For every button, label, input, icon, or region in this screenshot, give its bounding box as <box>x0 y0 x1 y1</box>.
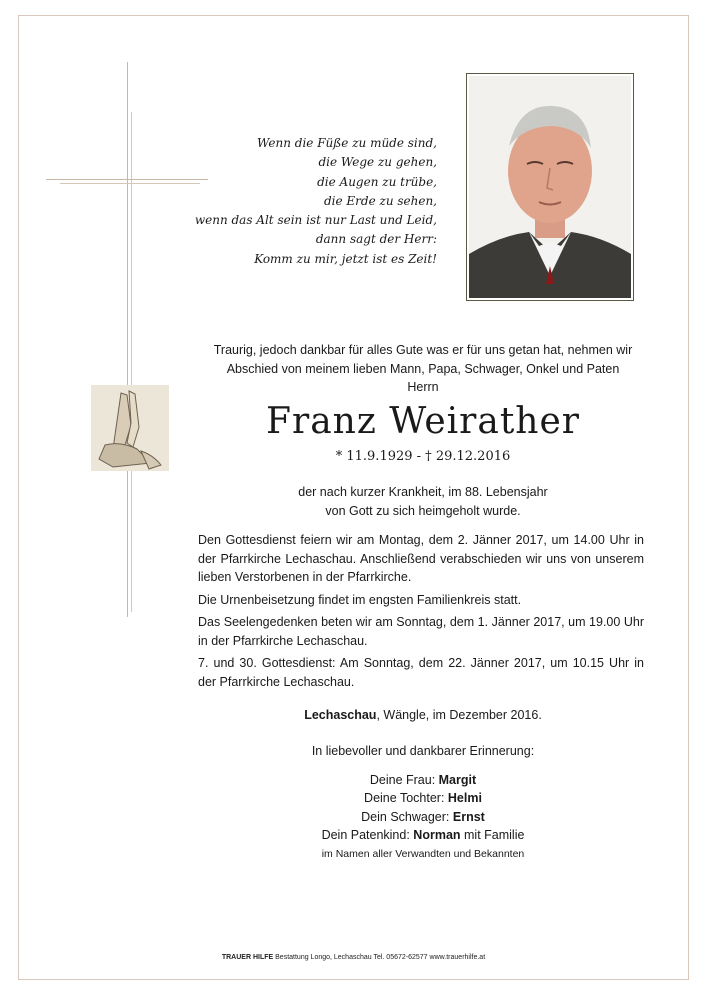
mourner-relation: Dein Schwager: <box>361 809 453 824</box>
poem <box>195 134 437 269</box>
deceased-name: Franz Weirather <box>266 401 580 442</box>
mourners-list <box>188 742 658 863</box>
mourner-relation: Deine Tochter: <box>364 791 448 805</box>
memory-heading: In liebevoller und dankbarer Erinnerung: <box>311 744 535 758</box>
mourner-name: Helmi <box>447 791 482 805</box>
service-paragraph: Das Seelengedenken beten wir am Sonntag, dem 1. Jänner 2017, um 19.00 Uhr in der Pfarrkirche Lechaschau. <box>198 615 644 648</box>
cross-vertical-line <box>127 62 128 617</box>
service-paragraph: Die Urnenbeisetzung findet im engsten Familienkreis statt. <box>198 592 522 607</box>
poem-line: Wenn die Füße zu müde sind, <box>257 136 437 150</box>
memory-closing: im Namen aller Verwandten und Bekannten <box>321 847 525 860</box>
cross-horizontal-line <box>46 179 208 180</box>
mourner-daughter <box>188 789 658 808</box>
service-information <box>198 531 644 695</box>
poem-line: Komm zu mir, jetzt ist es Zeit! <box>254 251 437 266</box>
mourner-relation: Deine Frau: <box>369 772 439 787</box>
praying-hands-image <box>91 385 169 471</box>
mourner-wife <box>188 771 658 790</box>
place-and-date <box>188 708 658 722</box>
poem-line: dann sagt der Herr: <box>315 232 437 247</box>
mourner-godchild <box>188 826 658 845</box>
poem-line: die Erde zu sehen, <box>323 193 437 208</box>
portrait-photo <box>466 73 634 301</box>
salutation: Herrn <box>407 380 439 394</box>
death-note-line: der nach kurzer Krankheit, im 88. Lebensjahr <box>298 485 548 499</box>
service-paragraph: 7. und 30. Gottesdienst: Am Sonntag, dem 22. Jänner 2017, um 10.15 Uhr in der Pfarrkirche Lechaschau. <box>198 656 644 689</box>
mourner-suffix: mit Familie <box>460 828 525 842</box>
intro-line: Abschied von meinem lieben Mann, Papa, Schwager, Onkel und Paten <box>226 361 620 376</box>
mourner-brother-in-law <box>188 808 658 827</box>
footer-text: Bestattung Longo, Lechaschau Tel. 05672-62577 www.trauerhilfe.at <box>273 954 486 961</box>
life-dates: * 11.9.1929 - † 29.12.2016 <box>335 449 511 464</box>
poem-line: die Augen zu trübe, <box>317 174 437 189</box>
mourner-relation: Dein Patenkind: <box>321 828 414 842</box>
mourner-name: Ernst <box>452 809 485 824</box>
cross-vertical-line-inner <box>131 112 132 612</box>
cross-horizontal-line-inner <box>60 183 200 184</box>
death-note-line: von Gott zu sich heimgeholt wurde. <box>325 503 521 518</box>
poem-line: wenn das Alt sein ist nur Last und Leid, <box>194 213 437 228</box>
place-town: Lechaschau <box>304 708 377 722</box>
intro-line: Traurig, jedoch dankbar für alles Gute was er für uns getan hat, nehmen wir <box>213 343 633 357</box>
footer <box>0 954 707 961</box>
service-paragraph: Den Gottesdienst feiern wir am Montag, dem 2. Jänner 2017, um 14.00 Uhr in der Pfarrkirche Lechaschau. Anschließend verabschieden wir uns von unserem lieben Verstorbenen in der Pfarrkirche. <box>198 533 644 584</box>
death-note <box>188 483 658 520</box>
poem-line: die Wege zu gehen, <box>318 155 437 170</box>
place-rest: , Wängle, im Dezember 2016. <box>376 708 542 722</box>
mourner-name: Margit <box>438 772 477 787</box>
footer-brand: TRAUER HILFE <box>221 954 274 961</box>
mourner-name: Norman <box>413 828 461 842</box>
intro-text <box>188 341 658 397</box>
